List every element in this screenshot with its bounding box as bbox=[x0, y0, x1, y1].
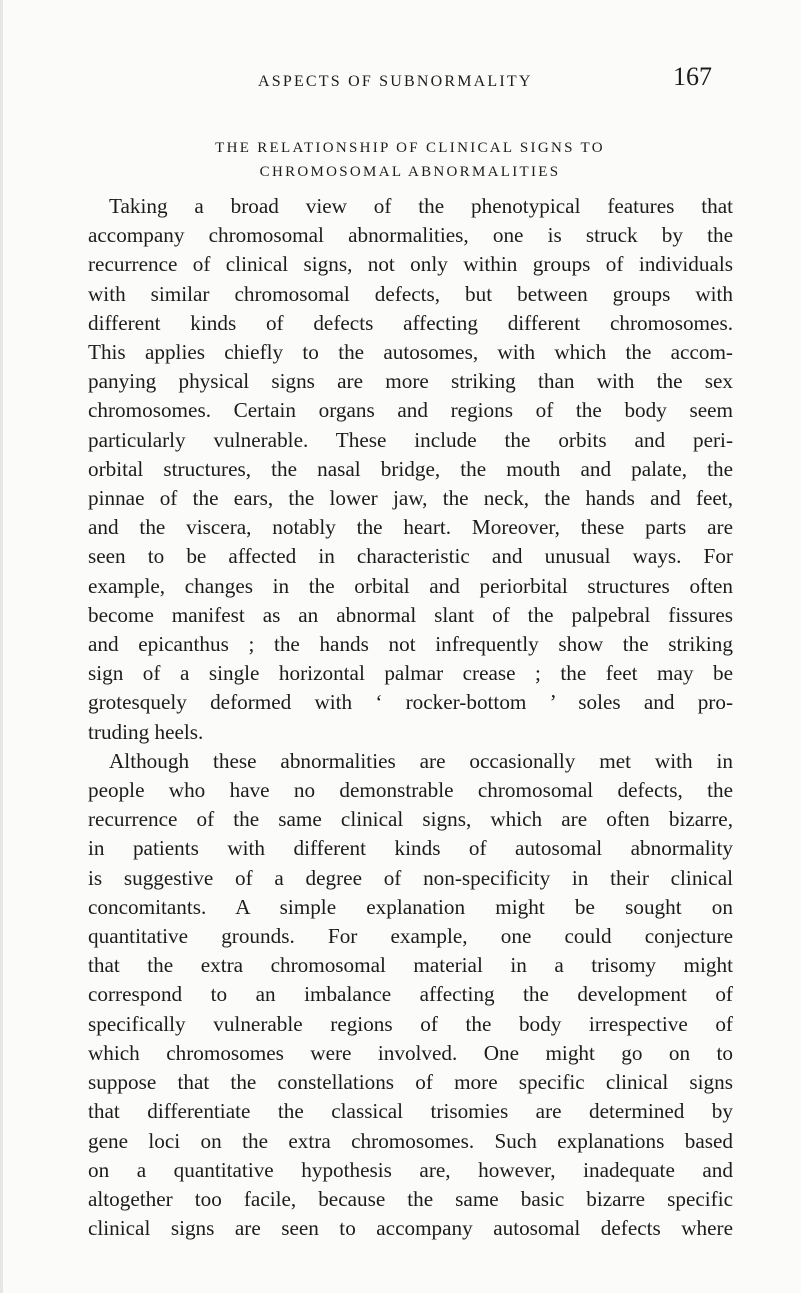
text-line: recurrence of clinical signs, not only within groups of individuals bbox=[88, 252, 733, 277]
text-line: on a quantitative hypothesis are, however, inadequate and bbox=[88, 1157, 733, 1182]
text-line: grotesquely deformed with ‘ rocker-bottom ’ soles and pro- bbox=[88, 690, 733, 715]
text-line: sign of a single horizontal palmar crease ; the feet may be bbox=[88, 661, 733, 686]
text-line: suppose that the constellations of more specific clinical signs bbox=[88, 1070, 733, 1095]
text-line: which chromosomes were involved. One might go on to bbox=[88, 1040, 733, 1065]
text-line: is suggestive of a degree of non-specificity in their clinical bbox=[88, 865, 733, 890]
paragraph-2 bbox=[88, 747, 733, 1243]
text-line: Although these abnormalities are occasionally met with in bbox=[109, 748, 733, 773]
text-line: with similar chromosomal defects, but between groups with bbox=[88, 281, 733, 306]
running-head: ASPECTS OF SUBNORMALITY bbox=[258, 73, 533, 90]
text-line: correspond to an imbalance affecting the development of bbox=[88, 982, 733, 1007]
section-heading bbox=[90, 136, 730, 184]
text-line: particularly vulnerable. These include the orbits and peri- bbox=[88, 427, 733, 452]
text-line: seen to be affected in characteristic and unusual ways. For bbox=[88, 544, 733, 569]
text-line: specifically vulnerable regions of the body irrespective of bbox=[88, 1011, 733, 1036]
text-line: in patients with different kinds of autosomal abnormality bbox=[88, 836, 733, 861]
text-line: orbital structures, the nasal bridge, the mouth and palate, the bbox=[88, 456, 733, 481]
body-text bbox=[88, 192, 733, 1243]
text-line: gene loci on the extra chromosomes. Such explanations based bbox=[88, 1128, 733, 1153]
text-line: become manifest as an abnormal slant of the palpebral fissures bbox=[88, 602, 733, 627]
text-line: different kinds of defects affecting different chromosomes. bbox=[88, 310, 733, 335]
page-number: 167 bbox=[673, 62, 712, 91]
text-line: Taking a broad view of the phenotypical features that bbox=[109, 194, 733, 218]
text-line: and the viscera, notably the heart. Moreover, these parts are bbox=[88, 515, 733, 540]
text-line: chromosomes. Certain organs and regions of the body seem bbox=[88, 398, 733, 423]
text-line: people who have no demonstrable chromosomal defects, the bbox=[88, 778, 733, 803]
text-line: clinical signs are seen to accompany autosomal defects where bbox=[88, 1216, 733, 1241]
paragraph-1 bbox=[88, 192, 733, 747]
section-heading-line: THE RELATIONSHIP OF CLINICAL SIGNS TO bbox=[215, 140, 605, 156]
text-line: recurrence of the same clinical signs, which are often bizarre, bbox=[88, 807, 733, 832]
text-line: example, changes in the orbital and periorbital structures often bbox=[88, 573, 733, 598]
text-line: panying physical signs are more striking than with the sex bbox=[88, 369, 733, 394]
section-heading-line: CHROMOSOMAL ABNORMALITIES bbox=[259, 164, 561, 180]
text-line: altogether too facile, because the same basic bizarre specific bbox=[88, 1186, 733, 1211]
text-line: accompany chromosomal abnormalities, one is struck by the bbox=[88, 223, 733, 248]
page-edge bbox=[0, 0, 3, 1293]
text-line: that differentiate the classical trisomies are determined by bbox=[88, 1099, 733, 1124]
text-line: and epicanthus ; the hands not infrequently show the striking bbox=[88, 632, 733, 657]
text-line: concomitants. A simple explanation might be sought on bbox=[88, 894, 733, 919]
text-line: pinnae of the ears, the lower jaw, the neck, the hands and feet, bbox=[88, 486, 733, 511]
text-line: that the extra chromosomal material in a trisomy might bbox=[88, 953, 733, 978]
text-line: truding heels. bbox=[88, 719, 204, 744]
text-line: This applies chiefly to the autosomes, with which the accom- bbox=[88, 340, 733, 365]
text-line: quantitative grounds. For example, one could conjecture bbox=[88, 924, 733, 949]
